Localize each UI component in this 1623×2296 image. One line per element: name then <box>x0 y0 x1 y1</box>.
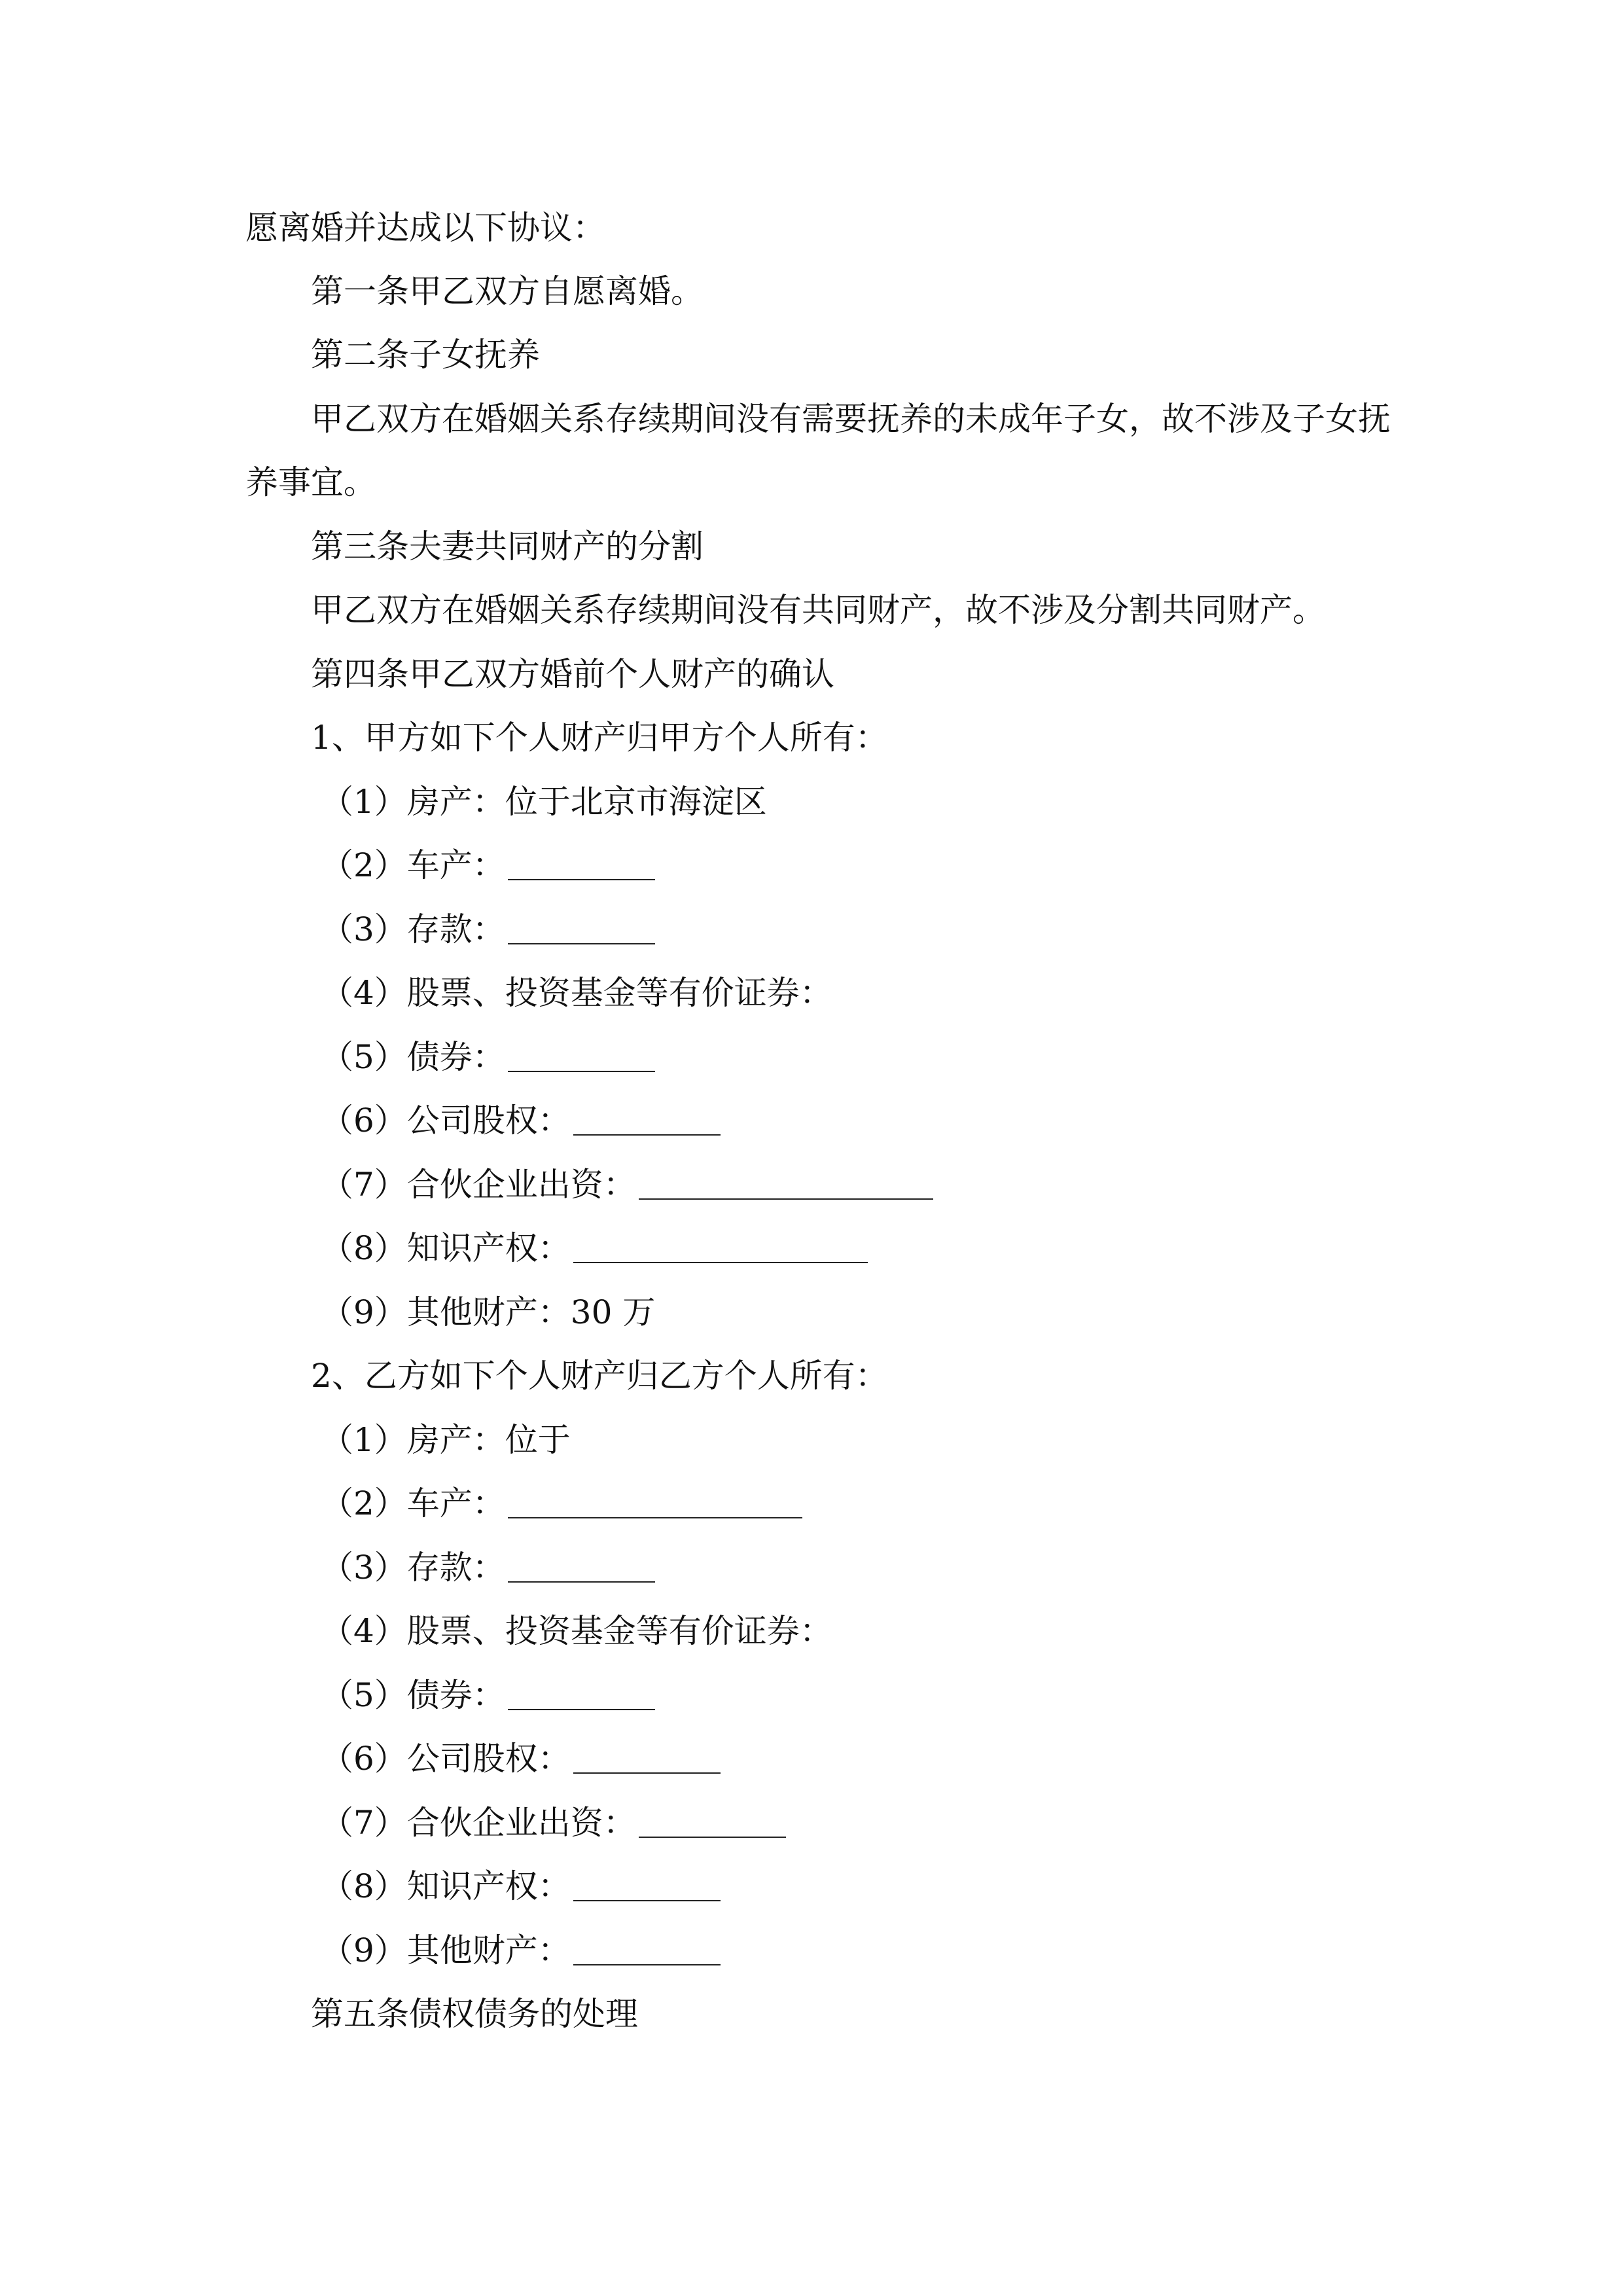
party-b-title: 2、乙方如下个人财产归乙方个人所有： <box>311 1357 888 1395</box>
article-2-paragraph-line1: 甲乙双方在婚姻关系存续期间没有需要抚养的未成年子女，故不涉及子女抚 <box>311 400 1391 438</box>
fill-blank <box>508 1042 655 1072</box>
intro-text: 愿离婚并达成以下协议： <box>245 209 605 247</box>
fill-blank <box>508 1488 802 1518</box>
fill-blank <box>573 1744 721 1774</box>
item-label: （2）车产： <box>321 1484 505 1522</box>
item-label: （3）存款： <box>321 910 505 948</box>
fill-blank <box>508 1552 655 1583</box>
party-a-item-house <box>321 782 767 821</box>
article-4-heading: 第四条甲乙双方婚前个人财产的确认 <box>311 655 834 693</box>
party-b-item-other <box>321 1931 721 1970</box>
item-label: （7）合伙企业出资： <box>321 1166 636 1204</box>
party-a-item-ip <box>321 1229 868 1268</box>
party-a-item-securities <box>321 973 832 1013</box>
item-label: （4）股票、投资基金等有价证券： <box>321 1612 832 1650</box>
item-label: （3）存款： <box>321 1549 505 1587</box>
item-label: （4）股票、投资基金等有价证券： <box>321 974 832 1012</box>
article-2-heading: 第二条子女抚养 <box>311 336 540 374</box>
party-a-item-car <box>321 846 655 885</box>
party-a-item-equity <box>321 1101 721 1140</box>
article-3-paragraph: 甲乙双方在婚姻关系存续期间没有共同财产，故不涉及分割共同财产。 <box>311 591 1325 629</box>
item-label: （1）房产：位于北京市海淀区 <box>321 783 767 821</box>
party-a-item-other <box>321 1293 655 1332</box>
party-b-item-securities <box>321 1611 832 1651</box>
fill-blank <box>639 1170 933 1200</box>
party-b-item-car <box>321 1484 802 1523</box>
item-label: （1）房产：位于 <box>321 1421 571 1459</box>
party-b-item-bonds <box>321 1676 655 1715</box>
fill-blank <box>508 1680 655 1710</box>
item-label: （8）知识产权： <box>321 1229 571 1267</box>
party-a-title: 1、甲方如下个人财产归甲方个人所有： <box>311 719 888 757</box>
fill-blank <box>573 1871 721 1901</box>
item-label: （9）其他财产：30 万 <box>321 1293 656 1331</box>
item-label: （2）车产： <box>321 846 505 884</box>
article-5-heading: 第五条债权债务的处理 <box>311 1995 638 2033</box>
article-2-paragraph-line2: 养事宜。 <box>245 463 376 501</box>
item-label: （6）公司股权： <box>321 1740 571 1778</box>
article-3-heading: 第三条夫妻共同财产的分割 <box>311 528 704 565</box>
fill-blank <box>573 1105 721 1136</box>
party-b-item-deposit <box>321 1548 655 1587</box>
item-label: （7）合伙企业出资： <box>321 1804 636 1842</box>
party-b-item-ip <box>321 1867 721 1906</box>
fill-blank <box>573 1233 868 1263</box>
party-a-item-deposit <box>321 910 655 949</box>
party-b-item-equity <box>321 1739 721 1778</box>
fill-blank <box>508 850 655 880</box>
fill-blank <box>508 914 655 944</box>
fill-blank <box>639 1808 786 1838</box>
item-label: （5）债券： <box>321 1676 505 1714</box>
party-a-item-bonds <box>321 1037 655 1077</box>
item-label: （5）债券： <box>321 1038 505 1076</box>
fill-blank <box>573 1935 721 1965</box>
item-label: （8）知识产权： <box>321 1867 571 1905</box>
item-label: （9）其他财产： <box>321 1931 571 1969</box>
item-label: （6）公司股权： <box>321 1102 571 1139</box>
article-1: 第一条甲乙双方自愿离婚。 <box>311 272 704 310</box>
party-b-item-house <box>321 1420 571 1460</box>
party-a-item-partnership <box>321 1165 933 1204</box>
party-b-item-partnership <box>321 1803 786 1842</box>
